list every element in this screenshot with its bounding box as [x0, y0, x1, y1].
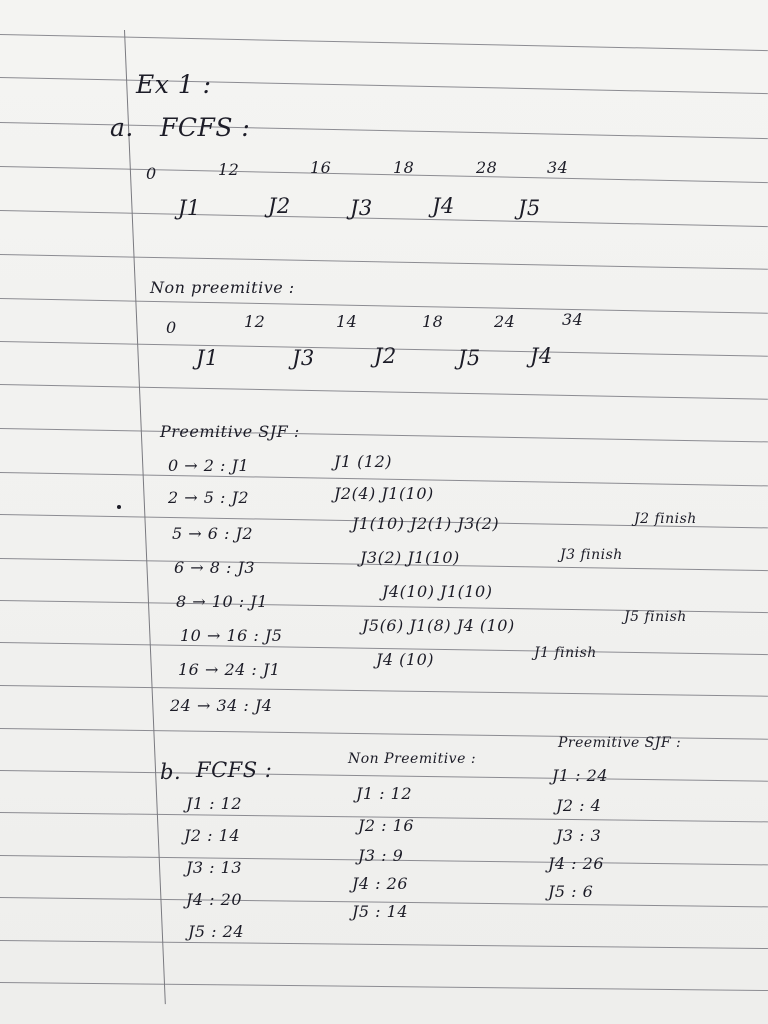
fcfs-time: 34 [547, 158, 569, 177]
sjf-row-queue: J4(10) J1(10) [382, 582, 493, 601]
non-preemptive-time: 14 [336, 312, 358, 331]
ink-dot [117, 505, 121, 509]
part-b-preemptive-sjf-item: J2 : 4 [556, 796, 602, 815]
part-a-label: a. [110, 113, 134, 142]
fcfs-job: J2 [268, 194, 291, 218]
fcfs-job: J4 [432, 194, 455, 218]
part-b-fcfs-item: J5 : 24 [188, 922, 245, 941]
rule-line [0, 298, 768, 314]
rule-line [0, 34, 768, 51]
fcfs-time: 28 [476, 158, 498, 177]
part-b-fcfs-item: J1 : 12 [186, 794, 243, 813]
rule-line [0, 766, 768, 785]
sjf-row-interval: 16 → 24 : J1 [178, 660, 281, 679]
non-preemptive-job: J4 [530, 344, 553, 368]
rule-line [0, 940, 768, 949]
fcfs-job: J5 [518, 196, 541, 220]
part-b-non-preemptive-item: J2 : 16 [358, 816, 415, 835]
non-preemptive-job: J3 [292, 346, 315, 370]
sjf-row-note: J5 finish [624, 609, 687, 625]
sjf-row-interval: 10 → 16 : J5 [180, 626, 283, 645]
rule-line [0, 166, 768, 183]
sjf-row-interval: 2 → 5 : J2 [168, 488, 250, 507]
non-preemptive-title: Non preemitive : [150, 278, 295, 297]
rule-line [0, 685, 768, 697]
part-b-non-preemptive-item: J5 : 14 [352, 902, 409, 921]
part-b-non-preemptive-item: J4 : 26 [352, 874, 409, 893]
sjf-row-queue: J2(4) J1(10) [334, 484, 434, 503]
part-b-fcfs-item: J3 : 13 [186, 858, 243, 877]
rule-line [0, 254, 768, 270]
part-b-fcfs-item: J2 : 14 [184, 826, 241, 845]
preemptive-sjf-title: Preemitive SJF : [160, 422, 300, 441]
sjf-row-queue: J5(6) J1(8) J4 (10) [362, 616, 515, 635]
part-b-preemptive-sjf-item: J3 : 3 [556, 826, 602, 845]
fcfs-time: 16 [310, 158, 332, 177]
sjf-row-interval: 5 → 6 : J2 [172, 524, 254, 543]
fcfs-time: 18 [393, 158, 415, 177]
part-b-non-preemptive-title: Non Preemitive : [348, 751, 477, 767]
rule-line [0, 77, 768, 94]
part-b-preemptive-sjf-item: J1 : 24 [552, 766, 609, 785]
sjf-row-queue: J3(2) J1(10) [360, 548, 460, 567]
part-b-label: b. [160, 760, 182, 784]
non-preemptive-time: 18 [422, 312, 444, 331]
sjf-row-interval: 24 → 34 : J4 [170, 696, 273, 715]
non-preemptive-time: 12 [244, 312, 266, 331]
fcfs-title: FCFS : [160, 113, 251, 142]
part-b-non-preemptive-item: J1 : 12 [356, 784, 413, 803]
part-b-preemptive-sjf-item: J5 : 6 [548, 882, 594, 901]
non-preemptive-job: J1 [196, 346, 219, 370]
sjf-row-note: J3 finish [560, 547, 623, 563]
rule-line [0, 210, 768, 227]
part-b-fcfs-item: J4 : 20 [186, 890, 243, 909]
rule-line [0, 428, 768, 442]
rule-line [0, 384, 768, 400]
fcfs-job: J3 [350, 196, 373, 220]
sjf-row-note: J2 finish [634, 511, 697, 527]
exercise-heading: Ex 1 : [136, 70, 212, 99]
non-preemptive-job: J5 [458, 346, 481, 370]
non-preemptive-time: 0 [166, 318, 177, 337]
non-preemptive-job: J2 [374, 344, 397, 368]
non-preemptive-time: 34 [562, 310, 584, 329]
fcfs-job: J1 [178, 196, 201, 220]
part-b-preemptive-sjf-item: J4 : 26 [548, 854, 605, 873]
fcfs-time: 12 [218, 160, 240, 179]
sjf-row-interval: 6 → 8 : J3 [174, 558, 256, 577]
rule-line [0, 982, 768, 991]
part-b-non-preemptive-item: J3 : 9 [358, 846, 404, 865]
sjf-row-queue: J4 (10) [376, 650, 435, 669]
part-b-preemptive-sjf-title: Preemitive SJF : [558, 735, 682, 751]
sjf-row-note: J1 finish [534, 645, 597, 661]
sjf-row-queue: J1(10) J2(1) J3(2) [352, 514, 500, 533]
sjf-row-interval: 0 → 2 : J1 [168, 456, 250, 475]
part-b-fcfs-title: FCFS : [196, 758, 273, 782]
fcfs-time: 0 [146, 164, 157, 183]
non-preemptive-time: 24 [494, 312, 516, 331]
sjf-row-queue: J1 (12) [334, 452, 393, 471]
sjf-row-interval: 8 → 10 : J1 [176, 592, 268, 611]
